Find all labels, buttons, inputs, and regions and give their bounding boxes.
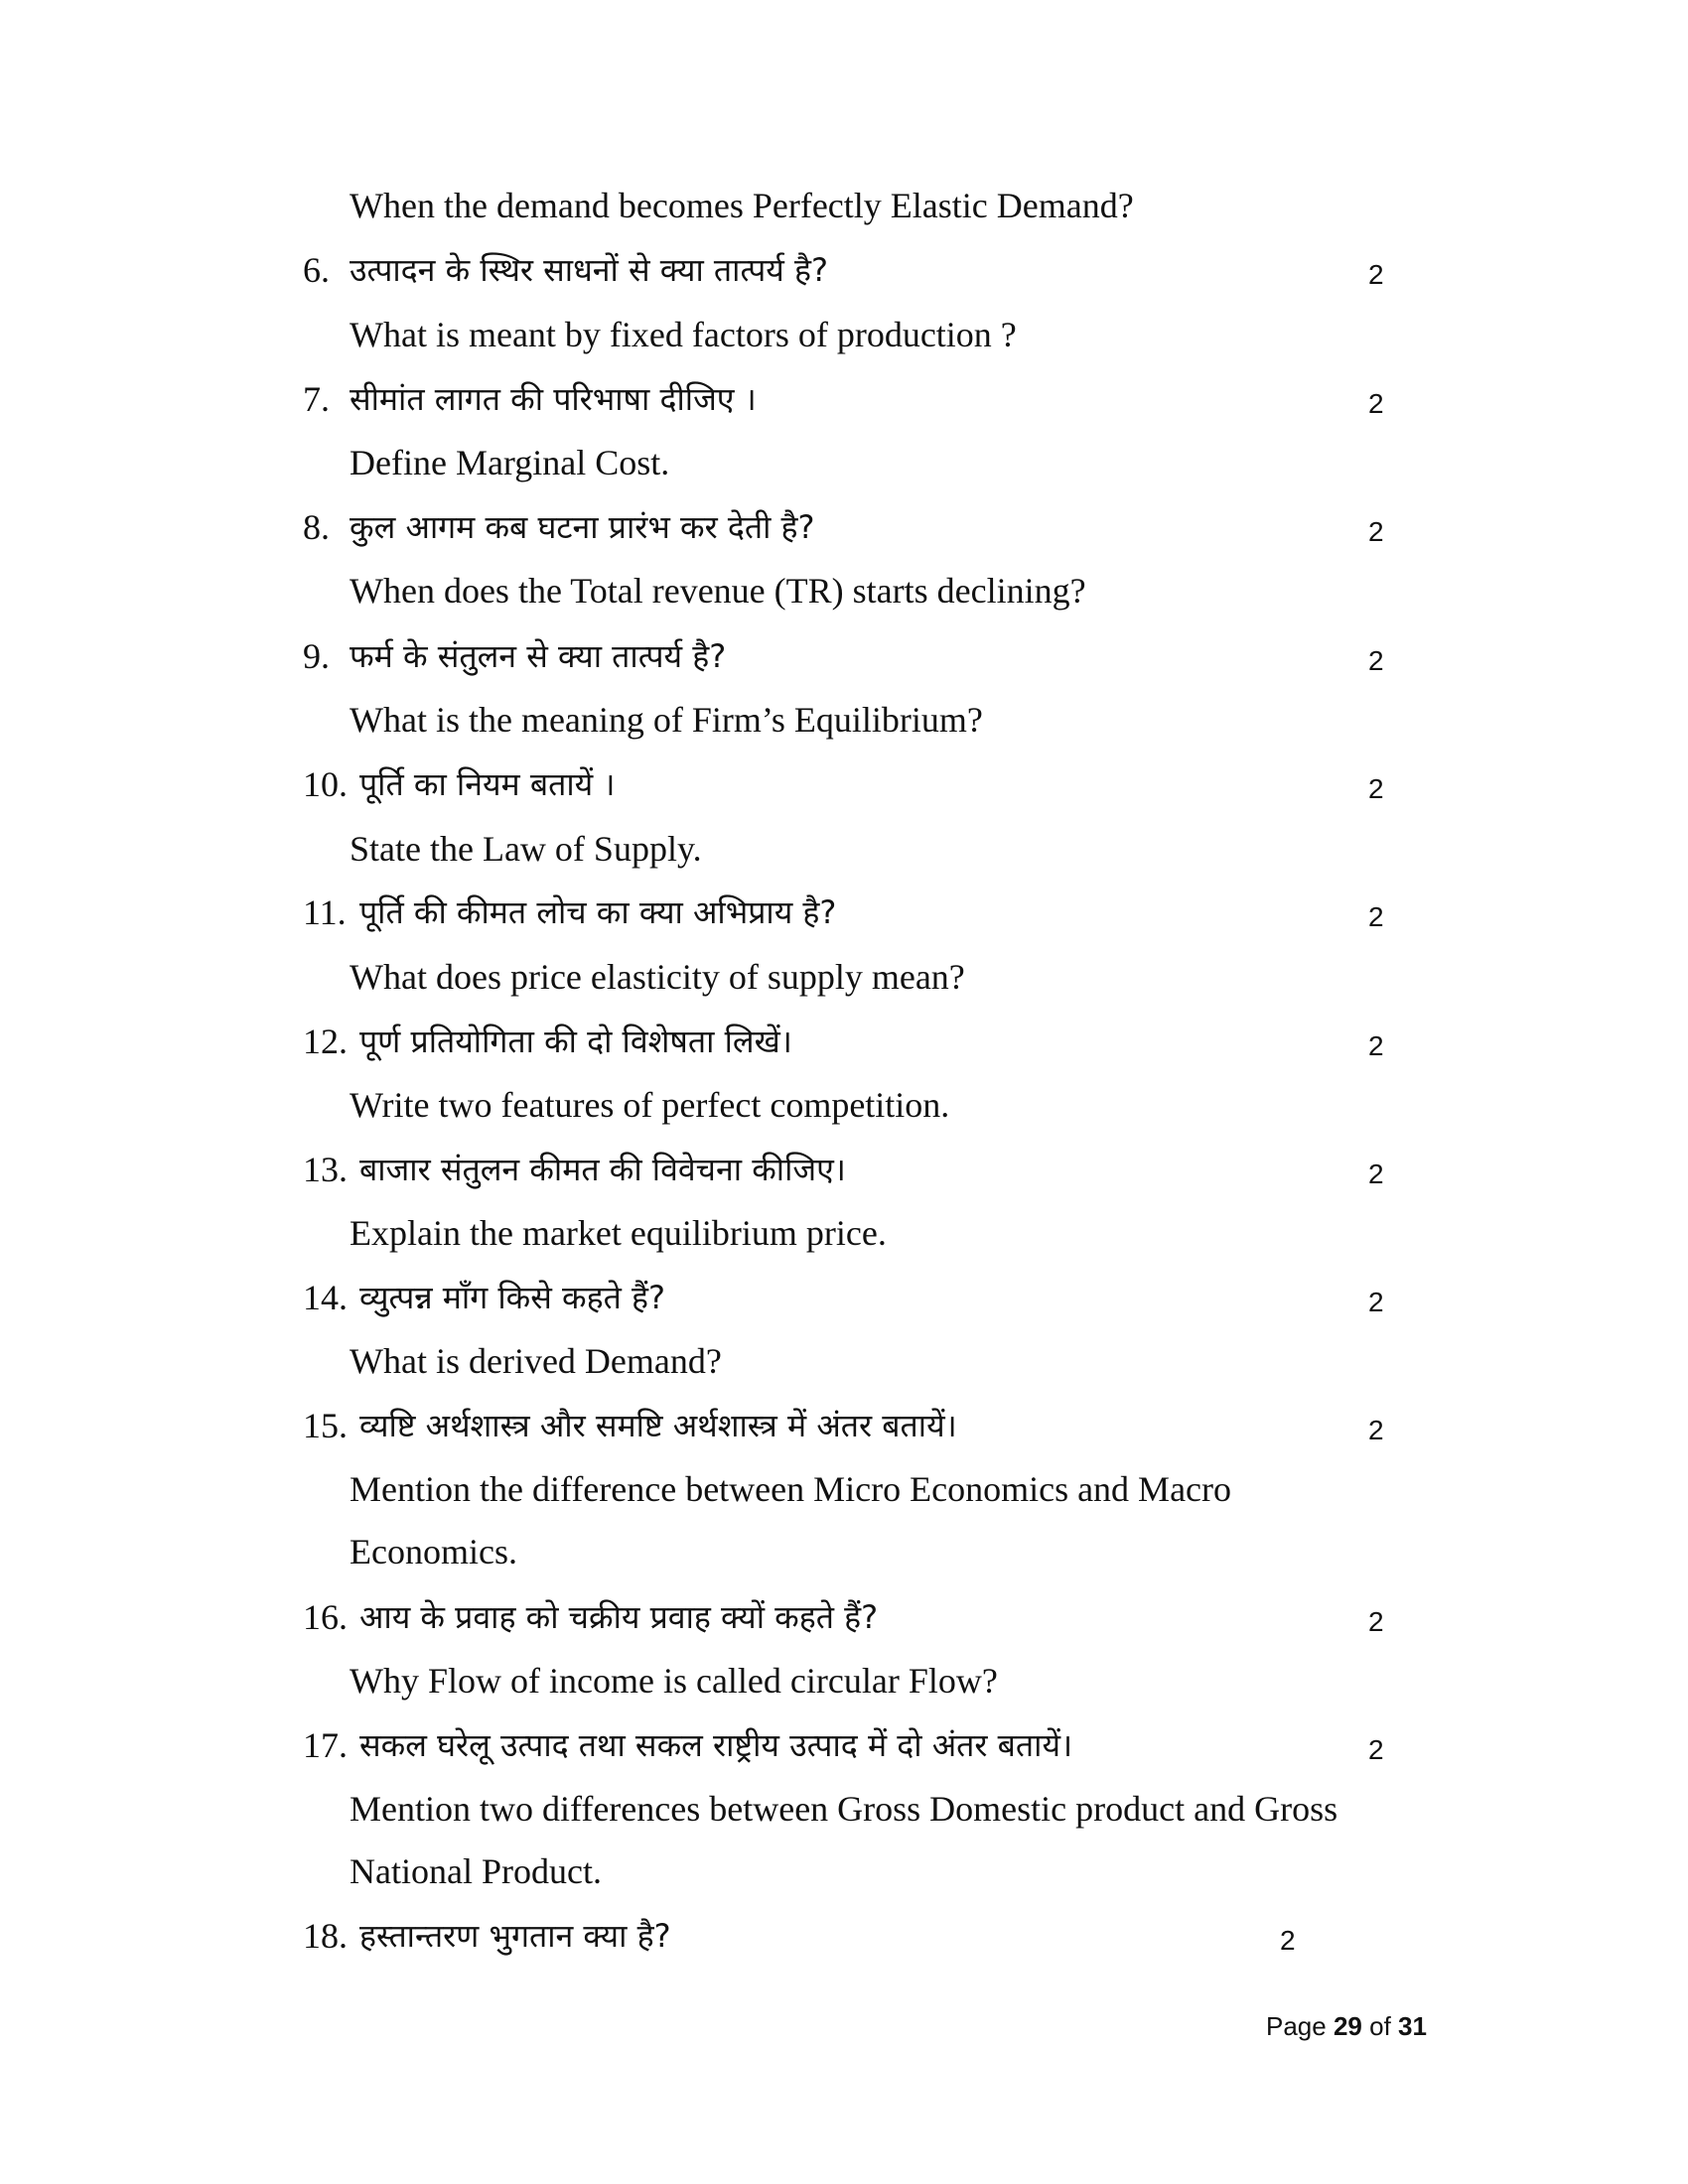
question-17-english-text-line-2: National Product. [350, 1851, 602, 1891]
question-6-marks: 2 [1368, 259, 1384, 290]
question-16-english-text: Why Flow of income is called circular Flow? [350, 1661, 998, 1701]
question-14-marks: 2 [1368, 1287, 1384, 1317]
question-12-marks: 2 [1368, 1030, 1384, 1061]
question-10-english-text: State the Law of Supply. [350, 829, 702, 869]
question-16-hindi-text: आय के प्रवाह को चक्रीय प्रवाह क्यों कहते हैं? [359, 1598, 879, 1636]
question-12-english-text: Write two features of perfect competition. [350, 1085, 950, 1125]
question-7-hindi-text: सीमांत लागत की परिभाषा दीजिए । [350, 380, 757, 418]
question-13-english-text: Explain the market equilibrium price. [350, 1213, 887, 1253]
question-9-english-text: What is the meaning of Firm’s Equilibrium? [350, 700, 983, 740]
page-footer [1266, 2010, 1427, 2042]
question-10-marks: 2 [1368, 773, 1384, 804]
of-label: of [1369, 2011, 1391, 2041]
question-11-english-text: What does price elasticity of supply mean? [350, 957, 965, 997]
question-7-english-text: Define Marginal Cost. [350, 443, 670, 482]
question-18-marks: 2 [1280, 1925, 1296, 1956]
page-total-number: 31 [1398, 2011, 1427, 2041]
question-7-number: 7. [303, 379, 330, 419]
question-17-marks: 2 [1368, 1734, 1384, 1765]
question-15-english-text-line-2: Economics. [350, 1532, 517, 1571]
page-label: Page [1266, 2011, 1327, 2041]
question-11-number: 11. [303, 892, 347, 932]
question-18-hindi-text: हस्तान्तरण भुगतान क्या है? [359, 1917, 671, 1955]
question-10-number: 10. [303, 764, 348, 804]
question-13-hindi-text: बाजार संतुलन कीमत की विवेचना कीजिए। [359, 1151, 846, 1188]
question-17-hindi-text: सकल घरेलू उत्पाद तथा सकल राष्ट्रीय उत्पाद में दो अंतर बतायें। [359, 1726, 1073, 1764]
question-6-hindi-text: उत्पादन के स्थिर साधनों से क्या तात्पर्य है? [350, 251, 829, 289]
question-9-marks: 2 [1368, 645, 1384, 676]
question-9-number: 9. [303, 636, 330, 676]
question-15-marks: 2 [1368, 1415, 1384, 1445]
question-14-english-text: What is derived Demand? [350, 1341, 722, 1381]
question-14-number: 14. [303, 1278, 348, 1317]
question-16-marks: 2 [1368, 1606, 1384, 1637]
question-8-english-text: When does the Total revenue (TR) starts declining? [350, 571, 1086, 611]
question-15-english-text-line-1: Mention the difference between Micro Economics and Macro [350, 1469, 1232, 1509]
question-16-number: 16. [303, 1597, 348, 1637]
question-5-english-text: When the demand becomes Perfectly Elastic Demand? [350, 186, 1134, 225]
question-9-hindi-text: फर्म के संतुलन से क्या तात्पर्य है? [350, 637, 727, 675]
question-13-marks: 2 [1368, 1159, 1384, 1189]
question-15-number: 15. [303, 1406, 348, 1445]
question-12-hindi-text: पूर्ण प्रतियोगिता की दो विशेषता लिखें। [359, 1023, 792, 1060]
question-13-number: 13. [303, 1150, 348, 1189]
question-11-marks: 2 [1368, 901, 1384, 932]
question-17-english-text-line-1: Mention two differences between Gross Domestic product and Gross [350, 1789, 1338, 1829]
question-8-marks: 2 [1368, 516, 1384, 547]
question-10-hindi-text: पूर्ति का नियम बतायें । [359, 765, 616, 803]
question-14-hindi-text: व्युत्पन्न माँग किसे कहते हैं? [359, 1279, 666, 1316]
question-15-hindi-text: व्यष्टि अर्थशास्त्र और समष्टि अर्थशास्त्र में अंतर बतायें। [359, 1407, 957, 1444]
question-7-marks: 2 [1368, 388, 1384, 419]
question-6-english-text: What is meant by fixed factors of production ? [350, 315, 1017, 354]
question-6-number: 6. [303, 250, 330, 290]
question-17-number: 17. [303, 1725, 348, 1765]
question-12-number: 12. [303, 1022, 348, 1061]
question-18-number: 18. [303, 1916, 348, 1956]
question-8-hindi-text: कुल आगम कब घटना प्रारंभ कर देती है? [350, 508, 815, 546]
page-current-number: 29 [1333, 2011, 1362, 2041]
question-8-number: 8. [303, 507, 330, 547]
question-11-hindi-text: पूर्ति की कीमत लोच का क्या अभिप्राय है? [359, 893, 837, 931]
